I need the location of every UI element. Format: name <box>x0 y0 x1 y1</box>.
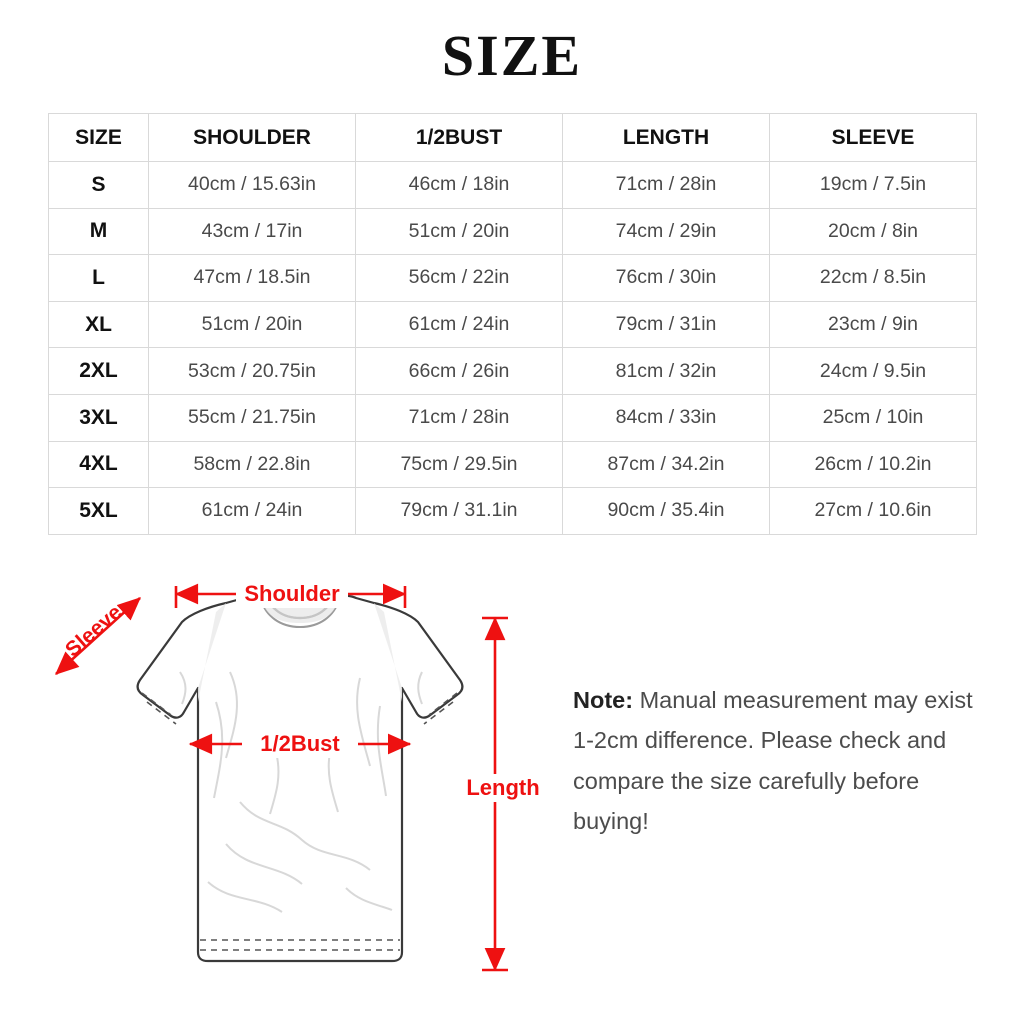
cell-size: L <box>49 255 149 302</box>
cell-sleeve: 20cm / 8in <box>770 208 977 255</box>
cell-shoulder: 43cm / 17in <box>149 208 356 255</box>
table-row <box>49 488 977 535</box>
page-title: SIZE <box>441 23 583 88</box>
cell-halfbust: 56cm / 22in <box>356 255 563 302</box>
column-header-size: SIZE <box>49 114 149 162</box>
cell-shoulder: 61cm / 24in <box>149 488 356 535</box>
cell-shoulder: 55cm / 21.75in <box>149 394 356 441</box>
table-row <box>49 394 977 441</box>
cell-shoulder: 40cm / 15.63in <box>149 162 356 209</box>
halfbust-label: 1/2Bust <box>260 731 340 756</box>
table-row <box>49 208 977 255</box>
cell-length: 79cm / 31in <box>563 301 770 348</box>
tshirt-measurement-diagram <box>30 552 570 1002</box>
cell-size: 4XL <box>49 441 149 488</box>
length-measure-line <box>458 618 556 970</box>
cell-shoulder: 58cm / 22.8in <box>149 441 356 488</box>
cell-shoulder: 51cm / 20in <box>149 301 356 348</box>
size-table-container <box>48 113 976 535</box>
table-row <box>49 441 977 488</box>
cell-length: 74cm / 29in <box>563 208 770 255</box>
cell-halfbust: 51cm / 20in <box>356 208 563 255</box>
cell-length: 81cm / 32in <box>563 348 770 395</box>
column-header-halfbust: 1/2BUST <box>356 114 563 162</box>
cell-shoulder: 53cm / 20.75in <box>149 348 356 395</box>
cell-halfbust: 66cm / 26in <box>356 348 563 395</box>
cell-halfbust: 79cm / 31.1in <box>356 488 563 535</box>
size-table <box>48 113 977 535</box>
column-header-shoulder: SHOULDER <box>149 114 356 162</box>
cell-size: 3XL <box>49 394 149 441</box>
table-row <box>49 162 977 209</box>
tshirt-illustration <box>138 595 463 961</box>
cell-length: 76cm / 30in <box>563 255 770 302</box>
cell-length: 71cm / 28in <box>563 162 770 209</box>
cell-halfbust: 71cm / 28in <box>356 394 563 441</box>
cell-sleeve: 27cm / 10.6in <box>770 488 977 535</box>
cell-size: S <box>49 162 149 209</box>
cell-shoulder: 47cm / 18.5in <box>149 255 356 302</box>
cell-halfbust: 46cm / 18in <box>356 162 563 209</box>
cell-halfbust: 75cm / 29.5in <box>356 441 563 488</box>
cell-size: M <box>49 208 149 255</box>
cell-sleeve: 23cm / 9in <box>770 301 977 348</box>
cell-sleeve: 22cm / 8.5in <box>770 255 977 302</box>
note-label: Note: <box>573 687 634 713</box>
cell-sleeve: 19cm / 7.5in <box>770 162 977 209</box>
sleeve-measure-line <box>56 598 140 674</box>
cell-size: 5XL <box>49 488 149 535</box>
cell-size: 2XL <box>49 348 149 395</box>
note-text: Manual measurement may exist 1-2cm difference. Please check and compare the size carefully before buying! <box>573 687 973 835</box>
cell-sleeve: 25cm / 10in <box>770 394 977 441</box>
measurement-note <box>573 680 993 842</box>
cell-length: 84cm / 33in <box>563 394 770 441</box>
table-header-row <box>49 114 977 162</box>
cell-size: XL <box>49 301 149 348</box>
cell-length: 87cm / 34.2in <box>563 441 770 488</box>
shoulder-label: Shoulder <box>244 581 340 606</box>
table-row <box>49 301 977 348</box>
table-row <box>49 255 977 302</box>
length-label: Length <box>466 775 540 800</box>
cell-sleeve: 24cm / 9.5in <box>770 348 977 395</box>
cell-sleeve: 26cm / 10.2in <box>770 441 977 488</box>
column-header-sleeve: SLEEVE <box>770 114 977 162</box>
cell-halfbust: 61cm / 24in <box>356 301 563 348</box>
cell-length: 90cm / 35.4in <box>563 488 770 535</box>
sleeve-label: Sleeve <box>61 600 127 662</box>
table-row <box>49 348 977 395</box>
column-header-length: LENGTH <box>563 114 770 162</box>
